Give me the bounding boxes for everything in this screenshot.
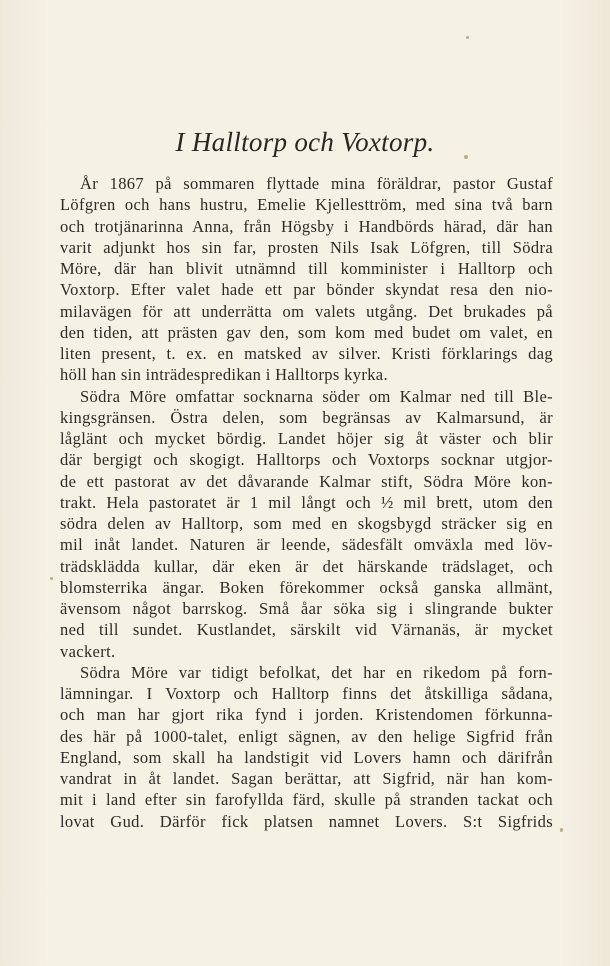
text-line: lovat Gud. Därför fick platsen namnet Lovers. S:t Sigfrids bbox=[60, 811, 553, 831]
text-line: kingsgränsen. Östra delen, som begränsas av Kalmarsund, är bbox=[60, 407, 553, 427]
text-line: vandrat in åt landet. Sagan berättar, att Sigfrid, när han kom- bbox=[60, 769, 553, 788]
text-line: trädsklädda kullar, där eken är det härskande trädslaget, och bbox=[60, 556, 553, 576]
text-line: Löfgren och hans hustru, Emelie Kjellesttröm, med sina två barn bbox=[60, 195, 553, 215]
text-line: liten present, t. ex. en matsked av silver. Kristi förklarings dag bbox=[60, 344, 553, 363]
paragraph-3 bbox=[60, 662, 553, 832]
text-line: trakt. Hela pastoratet är 1 mil långt och ½ mil brett, utom den bbox=[60, 492, 553, 512]
text-line: och man har gjort rika fynd i jorden. Kristendomen förkunna- bbox=[60, 705, 553, 725]
text-line: England, som skall ha landstigit vid Lovers hamn och därifrån bbox=[60, 747, 553, 767]
body-text bbox=[60, 173, 553, 832]
text-line: ned till sundet. Kustlandet, särskilt vid Värnanäs, är mycket bbox=[60, 620, 553, 640]
text-line: de ett pastorat av det dåvarande Kalmar stift, Södra Möre kon- bbox=[60, 471, 553, 491]
text-line: varit adjunkt hos sin far, prosten Nils Isak Löfgren, till Södra bbox=[60, 237, 553, 257]
paper-speck bbox=[466, 36, 469, 39]
text-line: blomsterrika ängar. Boken förekommer också ganska allmänt, bbox=[60, 577, 553, 597]
text-line: mit i land efter sin farofyllda färd, skulle på stranden tackat och bbox=[60, 790, 553, 810]
paper-speck bbox=[464, 155, 468, 159]
text-line: den tiden, att prästen gav den, som kom med budet om valet, en bbox=[60, 322, 553, 342]
text-line: Södra Möre var tidigt befolkat, det har en rikedom på forn- bbox=[80, 662, 553, 682]
text-line: höll han sin inträdespredikan i Halltorps kyrka. bbox=[60, 365, 388, 385]
paragraph-1 bbox=[60, 173, 553, 386]
text-line: lämningar. I Voxtorp och Halltorp finns det åtskilliga sådana, bbox=[60, 684, 553, 703]
paper-speck bbox=[50, 577, 53, 580]
text-line: och trotjänarinna Anna, från Högsby i Handbörds härad, där han bbox=[60, 216, 553, 236]
text-line: mil inåt landet. Naturen är leende, sädesfält omväxla med löv- bbox=[60, 535, 553, 555]
text-line: vackert. bbox=[60, 641, 116, 661]
chapter-title: I Halltorp och Voxtorp. bbox=[175, 127, 435, 157]
text-line: des här på 1000-talet, enligt sägnen, av den helige Sigfrid från bbox=[60, 726, 553, 746]
text-line: ävensom något barrskog. Små åar söka sig i slingrande bukter bbox=[60, 599, 553, 618]
text-line: Möre, där han blivit utnämnd till komminister i Halltorp och bbox=[60, 259, 553, 278]
text-line: där bergigt och skogigt. Halltorps och Voxtorps socknar utgjor- bbox=[60, 450, 553, 470]
text-line: Södra Möre omfattar socknarna söder om Kalmar ned till Ble- bbox=[80, 386, 553, 406]
text-line: milavägen för att underrätta om valets utgång. Det brukades på bbox=[60, 301, 553, 321]
paper-speck bbox=[560, 828, 563, 832]
text-line: södra delen av Halltorp, som med en skogsbygd sträcker sig en bbox=[60, 514, 553, 533]
text-line: År 1867 på sommaren flyttade mina föräldrar, pastor Gustaf bbox=[80, 174, 553, 193]
text-line: låglänt och mycket bördig. Landet höjer sig åt väster och blir bbox=[60, 429, 553, 448]
paragraph-2 bbox=[60, 386, 553, 662]
text-line: Voxtorp. Efter valet hade ett par bönder skyndat resa den nio- bbox=[60, 280, 553, 300]
